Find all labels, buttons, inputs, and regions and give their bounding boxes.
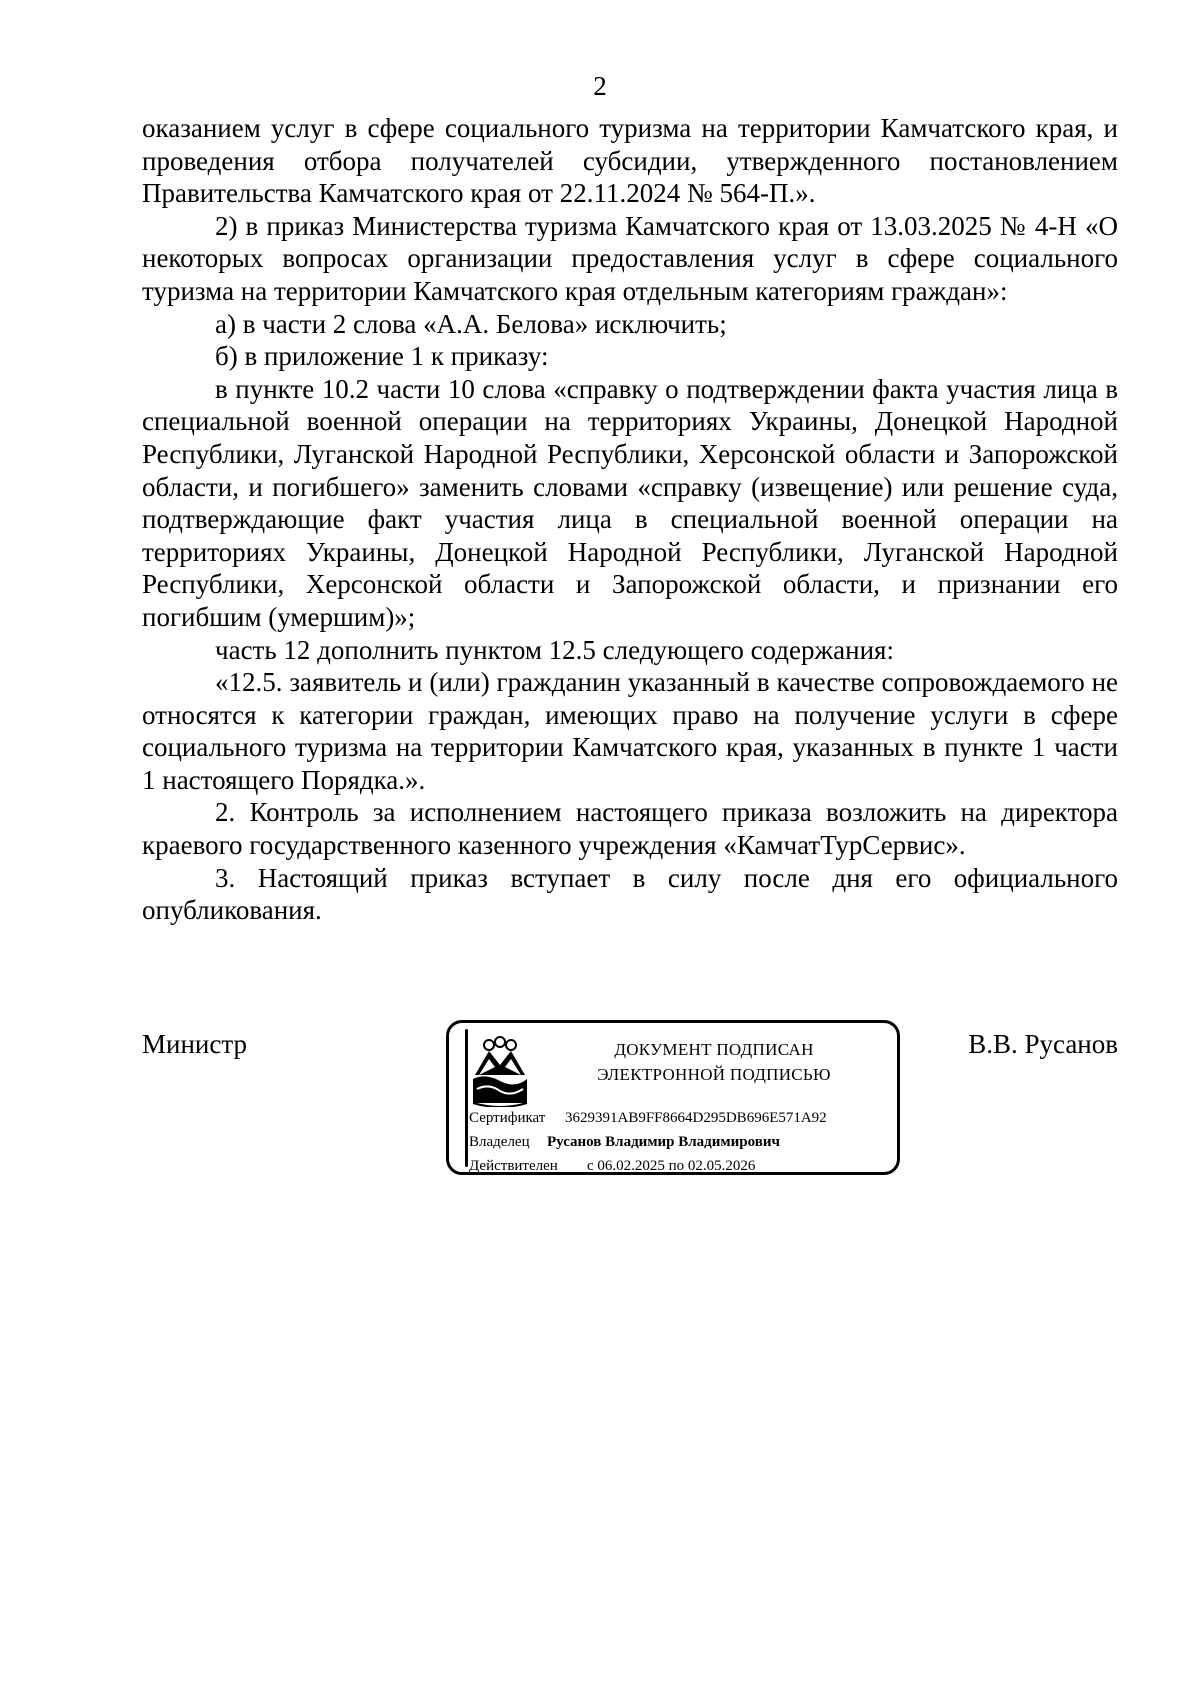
paragraph-part-12: часть 12 дополнить пунктом 12.5 следующего содержания: (215, 634, 894, 665)
stamp-validity-row (469, 1157, 755, 1175)
paragraph-effect: 3. Настоящий приказ вступает в силу после дня его официального опубликования. (142, 862, 1118, 926)
paragraph-continuation: оказанием услуг в сфере социального туризма на территории Камчатского края, и проведения отбора получателей субсидии, утвержденного постановлением Правительства Камчатского края от 22.11.2024 № 564-П.». (142, 113, 1118, 209)
validity-label: Действителен (469, 1158, 558, 1174)
stamp-title (559, 1037, 869, 1087)
kamchatka-coat-of-arms-icon (469, 1035, 531, 1107)
page-number: 2 (593, 71, 607, 101)
paragraph-subitem-b: б) в приложение 1 к приказу: (215, 341, 549, 372)
signer-name: В.В. Русанов (968, 1029, 1118, 1059)
document-body (142, 112, 1118, 927)
owner-label: Владелец (469, 1134, 530, 1150)
stamp-owner-row (469, 1133, 780, 1151)
stamp-title-line-1: ДОКУМЕНТ ПОДПИСАН (614, 1040, 814, 1059)
owner-value: Русанов Владимир Владимирович (547, 1134, 780, 1150)
stamp-certificate-row (469, 1109, 827, 1127)
validity-value: с 06.02.2025 по 02.05.2026 (587, 1158, 756, 1174)
paragraph-subitem-a: а) в части 2 слова «А.А. Белова» исключить; (215, 308, 727, 339)
signature-block (142, 1020, 1118, 1180)
paragraph-clause-12-5: «12.5. заявитель и (или) гражданин указанный в качестве сопровождаемого не относятся к категории граждан, имеющих право на получение услуги в сфере социального туризма на территории Камчатского края, указанных в пункте 1 части 1 настоящего Порядка.». (142, 667, 1118, 795)
certificate-label: Сертификат (469, 1110, 546, 1126)
paragraph-item-2: 2) в приказ Министерства туризма Камчатского края от 13.03.2025 № 4-Н «О некоторых вопросах организации предоставления услуг в сфере социального туризма на территории Камчатского края отдельным категориям граждан»: (142, 210, 1118, 306)
paragraph-clause-10-2: в пункте 10.2 части 10 слова «справку о подтверждении факта участия лица в специальной военной операции на территориях Украины, Донецкой Народной Республики, Луганской Народной Республики, Херсонской области и Запорожской области, и погибшего» заменить словами «справку (извещение) или решение суда, подтверждающие факт участия лица в специальной военной операции на территориях Украины, Донецкой Народной Республики, Луганской Народной Республики, Херсонской области и Запорожской области, и признании его погибшим (умершим)»; (142, 373, 1118, 632)
stamp-title-line-2: ЭЛЕКТРОННОЙ ПОДПИСЬЮ (597, 1065, 831, 1084)
electronic-signature-stamp (446, 1020, 900, 1175)
signer-position: Министр (142, 1029, 247, 1059)
certificate-value: 3629391AB9FF8664D295DB696E571A92 (565, 1110, 827, 1126)
paragraph-control: 2. Контроль за исполнением настоящего приказа возложить на директора краевого государственного казенного учреждения «КамчатТурСервис». (142, 797, 1118, 861)
stamp-left-rule (465, 1029, 468, 1167)
